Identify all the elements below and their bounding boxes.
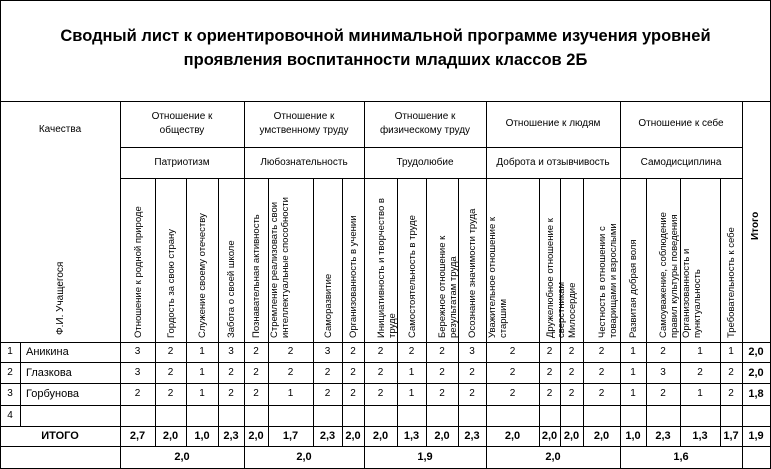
score-cell	[268, 405, 313, 426]
score-cell: 2	[377, 366, 384, 378]
score-cell: 1	[287, 388, 294, 399]
student-total	[742, 405, 770, 426]
column-total: 2,0	[563, 430, 580, 442]
student-name-header: Ф.И. Учащегося	[55, 261, 66, 335]
score-cell: 2	[350, 346, 356, 357]
score-cell: 1	[199, 346, 205, 357]
student-name: Глазкова	[26, 366, 72, 379]
criterion-header-3-3: Честность в отношении с товарищами и взрослыми	[596, 223, 618, 338]
score-cell	[486, 405, 539, 426]
student-name: Аникина	[26, 346, 69, 358]
criterion-header-2-3: Осознание значимости труда	[467, 208, 478, 338]
student-total: 2,0	[748, 366, 764, 379]
score-cell	[680, 405, 720, 426]
score-cell: 2	[546, 346, 553, 357]
criterion-header-3-1: Дружелюбное отношение к сверстникам	[544, 218, 566, 338]
relation-header-2: Отношение к физическому труду	[379, 111, 471, 136]
score-cell	[120, 405, 155, 426]
score-cell: 3	[324, 346, 331, 357]
quality-header-4: Самодисциплина	[640, 156, 722, 168]
column-total: 1,7	[723, 430, 739, 442]
qualities-label: Качества	[38, 123, 82, 135]
criterion-header-0-1: Гордость за свою страну	[165, 228, 177, 338]
column-total: 2,3	[464, 430, 480, 442]
score-cell: 2	[167, 388, 174, 399]
score-cell: 2	[697, 366, 703, 378]
totals-label: ИТОГО	[41, 430, 79, 442]
score-cell	[458, 405, 486, 426]
title-line-2: проявления воспитанности младших классов 2Б	[183, 51, 588, 69]
score-cell: 2	[598, 346, 605, 357]
frame-top	[0, 0, 771, 1]
student-total: 2,0	[748, 346, 764, 358]
column-total: 2,0	[345, 430, 361, 442]
score-cell: 1	[199, 366, 205, 378]
criterion-header-1-3: Организованность в учении	[348, 215, 359, 338]
criterion-header-4-0: Развитая добрая воля	[628, 239, 639, 338]
score-cell: 2	[287, 366, 294, 378]
score-cell	[397, 405, 426, 426]
score-cell: 2	[509, 388, 516, 399]
score-cell: 1	[697, 388, 703, 399]
criterion-header-2-0: Инициативность и творчество в труде	[375, 198, 397, 338]
score-cell	[539, 405, 560, 426]
score-cell: 2	[167, 366, 174, 378]
group-total: 2,0	[296, 451, 312, 463]
score-cell: 2	[350, 366, 356, 378]
score-cell: 2	[439, 366, 445, 378]
column-total: 2,3	[655, 430, 671, 442]
relation-header-3: Отношение к людям	[505, 118, 601, 129]
score-cell	[155, 405, 186, 426]
column-total: 2,0	[504, 430, 521, 442]
row-number: 1	[7, 346, 13, 357]
relation-header-1: Отношение к умственному труду	[259, 111, 349, 136]
column-total: 2,0	[248, 430, 264, 442]
score-cell: 3	[660, 366, 666, 378]
score-cell: 2	[167, 346, 174, 357]
score-cell: 1	[697, 346, 703, 357]
column-total: 2,0	[541, 430, 558, 442]
score-cell	[720, 405, 742, 426]
column-total: 2,0	[593, 430, 610, 442]
score-cell: 2	[598, 388, 605, 399]
score-cell: 2	[509, 346, 516, 357]
group-total: 1,9	[417, 451, 433, 463]
criterion-header-1-1: Стремление реализовать свои интеллектуальные способности	[269, 197, 291, 338]
score-cell	[244, 405, 268, 426]
score-cell	[583, 405, 620, 426]
group-total: 2,0	[545, 451, 561, 463]
score-cell: 1	[728, 346, 734, 357]
criterion-header-0-2: Служение своему отечеству	[197, 213, 208, 338]
column-total: 1,3	[403, 430, 420, 442]
column-total: 2,0	[434, 430, 450, 442]
score-cell: 2	[598, 366, 605, 378]
criterion-header-2-1: Самостоятельность в труде	[406, 215, 418, 338]
criterion-header-4-1: Самоуважение, соблюдение правил культуры поведения	[658, 212, 680, 338]
score-cell	[364, 405, 397, 426]
total-header: Итого	[750, 211, 761, 240]
score-cell: 2	[728, 366, 734, 378]
score-cell: 2	[253, 366, 259, 378]
score-cell: 1	[630, 366, 636, 378]
score-cell: 1	[630, 388, 636, 399]
relation-header-4: Отношение к себе	[638, 118, 724, 129]
score-cell: 2	[660, 346, 666, 357]
column-total: 1,0	[625, 430, 641, 442]
quality-header-2: Трудолюбие	[396, 156, 454, 168]
score-cell: 2	[568, 366, 575, 378]
criterion-header-1-2: Саморазвитие	[322, 273, 334, 338]
column-total: 2,0	[162, 430, 179, 442]
score-cell: 2	[324, 388, 331, 399]
score-cell: 2	[568, 388, 575, 399]
score-cell: 3	[469, 346, 475, 357]
criterion-header-1-0: Познавательная активность	[251, 214, 262, 338]
score-cell: 2	[728, 388, 734, 399]
group-total: 2,0	[174, 451, 190, 463]
quality-header-0: Патриотизм	[154, 156, 210, 168]
criterion-header-2-2: Бережное отношение к результатам труда	[437, 235, 459, 338]
criterion-header-3-0: Уважительное отношение к старшим	[487, 216, 509, 338]
score-cell	[426, 405, 458, 426]
score-cell: 1	[408, 388, 415, 399]
column-total: 1,0	[194, 430, 210, 442]
score-cell: 2	[287, 346, 294, 357]
column-total: 2,7	[129, 430, 146, 442]
score-cell: 2	[509, 366, 516, 378]
criterion-header-0-0: Отношение к родной природе	[132, 206, 144, 338]
score-cell: 2	[469, 366, 475, 378]
quality-header-1: Любознательность	[260, 156, 348, 168]
column-total: 2,3	[319, 430, 336, 442]
column-total: 2,3	[223, 430, 239, 442]
criterion-header-0-3: Забота о своей школе	[226, 240, 237, 338]
score-cell	[646, 405, 680, 426]
score-cell	[218, 405, 244, 426]
score-cell: 2	[350, 388, 356, 399]
score-cell: 2	[324, 366, 331, 378]
score-cell: 3	[134, 346, 141, 357]
score-cell: 2	[253, 388, 259, 399]
column-total: 2,0	[372, 430, 389, 442]
score-cell: 2	[377, 388, 384, 399]
grand-total: 1,9	[748, 430, 764, 442]
score-cell: 2	[568, 346, 575, 357]
criterion-header-3-2: Милосердие	[566, 282, 578, 338]
score-cell: 2	[377, 346, 384, 357]
score-cell: 1	[408, 366, 415, 378]
column-total: 1,7	[282, 430, 299, 442]
score-cell: 1	[630, 346, 636, 357]
score-cell: 2	[546, 388, 553, 399]
score-cell: 2	[469, 388, 475, 399]
student-name: Горбунова	[26, 388, 80, 400]
score-cell: 2	[660, 388, 666, 399]
row-number: 3	[7, 388, 13, 399]
row-number: 2	[7, 366, 13, 378]
score-cell: 2	[134, 388, 141, 399]
score-cell	[620, 405, 646, 426]
score-cell	[313, 405, 342, 426]
student-name	[20, 405, 126, 426]
quality-row-line	[120, 178, 742, 179]
score-cell: 2	[228, 366, 234, 378]
sheet-title	[0, 24, 771, 72]
score-cell: 2	[439, 388, 445, 399]
title-line-1: Сводный лист к ориентировочной минимальной программе изучения уровней	[60, 27, 711, 45]
criterion-header-4-2: Организованность и пунктуальность	[681, 248, 703, 338]
score-cell: 2	[408, 346, 415, 357]
student-total: 1,8	[748, 388, 764, 400]
score-cell: 2	[439, 346, 445, 357]
criterion-header-4-3: Требовательность к себе	[726, 227, 737, 338]
score-cell: 1	[199, 388, 205, 399]
score-cell: 3	[228, 346, 234, 357]
column-total: 1,3	[692, 430, 708, 442]
group-total: 1,6	[673, 451, 689, 463]
score-cell: 2	[546, 366, 553, 378]
score-cell	[186, 405, 218, 426]
relation-header-0: Отношение к обществу	[151, 111, 213, 136]
score-cell	[342, 405, 364, 426]
score-cell	[560, 405, 583, 426]
quality-header-3: Доброта и отзывчивость	[496, 156, 610, 168]
score-cell: 2	[228, 388, 234, 399]
score-cell: 2	[253, 346, 259, 357]
score-cell: 3	[134, 366, 141, 378]
row-number: 4	[7, 409, 13, 421]
